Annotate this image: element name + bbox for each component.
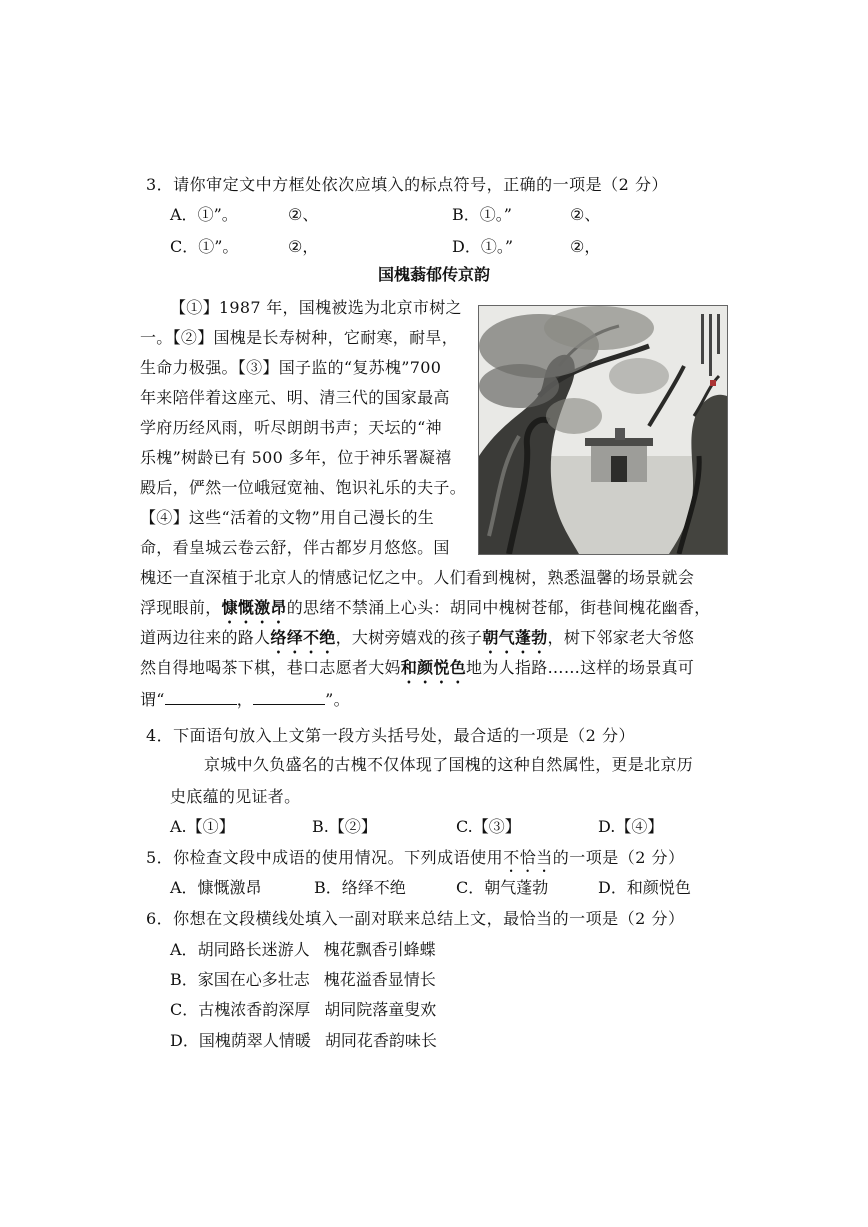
q4-quote-line-2: 史底蕴的见证者。 <box>170 787 301 806</box>
ink-painting-image <box>478 305 728 555</box>
q4-option-a[interactable]: A.【①】 <box>170 817 235 836</box>
q3-option-a-part2: ②、 <box>288 205 319 224</box>
q3-option-a-part1: ①”。 <box>197 205 238 224</box>
passage-line-13-post: 地为人指路……这样的场景真可 <box>466 658 695 677</box>
q3-option-c <box>170 236 319 258</box>
passage-line-12-pre: 道两边往来的路人 <box>140 628 271 647</box>
q4-option-c[interactable]: C.【③】 <box>456 817 521 836</box>
q6-option-a-down: 槐花飘香引蜂蝶 <box>323 940 436 959</box>
q6-option-a-label: A． <box>170 940 198 959</box>
q6-stem: 6．你想在文段横线处填入一副对联来总结上文，最恰当的一项是（2 分） <box>146 909 685 928</box>
passage-line-6: 乐槐”树龄已有 500 多年，位于神乐署凝禧 <box>140 448 452 467</box>
q6-option-c-down: 胡同院落童叟欢 <box>324 1000 437 1019</box>
q5-option-b[interactable]: B．络绎不绝 <box>314 878 406 897</box>
q6-option-b[interactable] <box>170 969 436 991</box>
q6-option-a[interactable] <box>170 939 436 961</box>
q4-option-d[interactable]: D.【④】 <box>598 817 664 836</box>
passage-line-11-post: 的思绪不禁涌上心头：胡同中槐树苍郁，街巷间槐花幽香， <box>286 598 711 617</box>
passage-line-7: 殿后，俨然一位峨冠宽袖、饱识礼乐的夫子。 <box>140 478 467 497</box>
q3-option-b <box>452 204 601 226</box>
q3-option-d-label: D． <box>452 237 481 256</box>
passage-line-14-pre: 谓“ <box>140 690 165 709</box>
q5-stem-post: 的一项是（2 分） <box>552 848 685 867</box>
idiom-zhaoqi-pengbo: 朝气蓬勃 <box>482 628 548 647</box>
q5-stem-emphasis: 不恰当 <box>503 848 553 867</box>
q6-option-c-up: 古槐浓香韵深厚 <box>198 1000 311 1019</box>
q6-option-d-down: 胡同花香韵味长 <box>324 1031 437 1050</box>
q3-option-c-part2: ②， <box>288 237 319 256</box>
passage-line-11-pre: 浮现眼前， <box>140 598 222 617</box>
answer-blank-1[interactable] <box>165 688 237 705</box>
q4-option-b[interactable]: B.【②】 <box>312 817 377 836</box>
passage-line-1: 【①】1987 年，国槐被选为北京市树之 <box>170 298 462 317</box>
q6-option-b-up: 家国在心多壮志 <box>197 970 310 989</box>
q3-option-a <box>170 204 319 226</box>
q4-quote-line-1: 京城中久负盛名的古槐不仅体现了国槐的这种自然属性，更是北京历 <box>204 755 694 774</box>
passage-line-12-post: ，树下邻家老大爷悠 <box>547 628 695 647</box>
idiom-luoyi-bujue: 络绎不绝 <box>270 628 336 647</box>
passage-line-10: 槐还一直深植于北京人的情感记忆之中。人们看到槐树，熟悉温馨的场景就会 <box>140 568 695 587</box>
q3-option-d-part2: ②， <box>570 237 601 256</box>
answer-blank-2[interactable] <box>253 688 325 705</box>
q6-option-b-down: 槐花溢香显情长 <box>323 970 436 989</box>
passage-line-3: 生命力极强。【③】国子监的“复苏槐”700 <box>140 358 442 377</box>
q5-stem-pre: 5．你检查文段中成语的使用情况。下列成语使用 <box>146 848 504 867</box>
passage-line-14-mid: ， <box>236 690 254 709</box>
passage-line-12-mid: ，大树旁嬉戏的孩子 <box>335 628 483 647</box>
passage-line-8: 【④】这些“活着的文物”用自己漫长的生 <box>140 508 435 527</box>
q5-option-a[interactable]: A．慷慨激昂 <box>170 878 262 897</box>
q6-option-a-up: 胡同路长迷游人 <box>197 940 310 959</box>
q3-option-c-part1: ①”。 <box>198 237 239 256</box>
passage-line-11 <box>140 593 711 627</box>
idiom-heyan-yuese: 和颜悦色 <box>400 658 467 677</box>
q6-option-d[interactable] <box>170 1030 437 1052</box>
passage-line-4: 年来陪伴着这座元、明、清三代的国家最高 <box>140 388 450 407</box>
passage-line-13 <box>140 653 694 687</box>
passage-line-12 <box>140 623 694 657</box>
q3-option-b-label: B． <box>452 205 480 224</box>
q6-option-d-label: D． <box>170 1031 199 1050</box>
q6-option-c-label: C． <box>170 1000 199 1019</box>
q3-option-c-label: C． <box>170 237 199 256</box>
q5-stem <box>146 847 684 876</box>
passage-title: 国槐蓊郁传京韵 <box>377 265 490 284</box>
q3-option-d <box>452 236 601 258</box>
q3-stem: 3．请你审定文中方框处依次应填入的标点符号，正确的一项是（2 分） <box>146 175 668 194</box>
passage-line-13-pre: 然自得地喝茶下棋，巷口志愿者大妈 <box>140 658 401 677</box>
passage-line-14 <box>140 685 350 715</box>
idiom-kangkai-jiang: 慷慨激昂 <box>221 598 287 617</box>
q6-option-c[interactable] <box>170 999 436 1021</box>
passage-line-2: 一。【②】国槐是长寿树种，它耐寒，耐旱， <box>140 328 459 347</box>
q3-option-b-part1: ①。” <box>479 205 512 224</box>
q6-option-d-up: 国槐荫翠人情暖 <box>198 1031 311 1050</box>
q6-option-b-label: B． <box>170 970 198 989</box>
q3-option-b-part2: ②、 <box>570 205 601 224</box>
q5-option-c[interactable]: C．朝气蓬勃 <box>456 878 549 897</box>
passage-line-5: 学府历经风雨，听尽朗朗书声；天坛的“神 <box>140 418 442 437</box>
q3-option-a-label: A． <box>170 205 198 224</box>
q3-option-d-part1: ①。” <box>480 237 514 256</box>
q5-option-d[interactable]: D．和颜悦色 <box>598 878 691 897</box>
passage-line-9: 命，看皇城云卷云舒，伴古都岁月悠悠。国 <box>140 538 450 557</box>
passage-line-14-post: ”。 <box>325 690 350 709</box>
q4-stem: 4．下面语句放入上文第一段方头括号处，最合适的一项是（2 分） <box>146 726 635 745</box>
